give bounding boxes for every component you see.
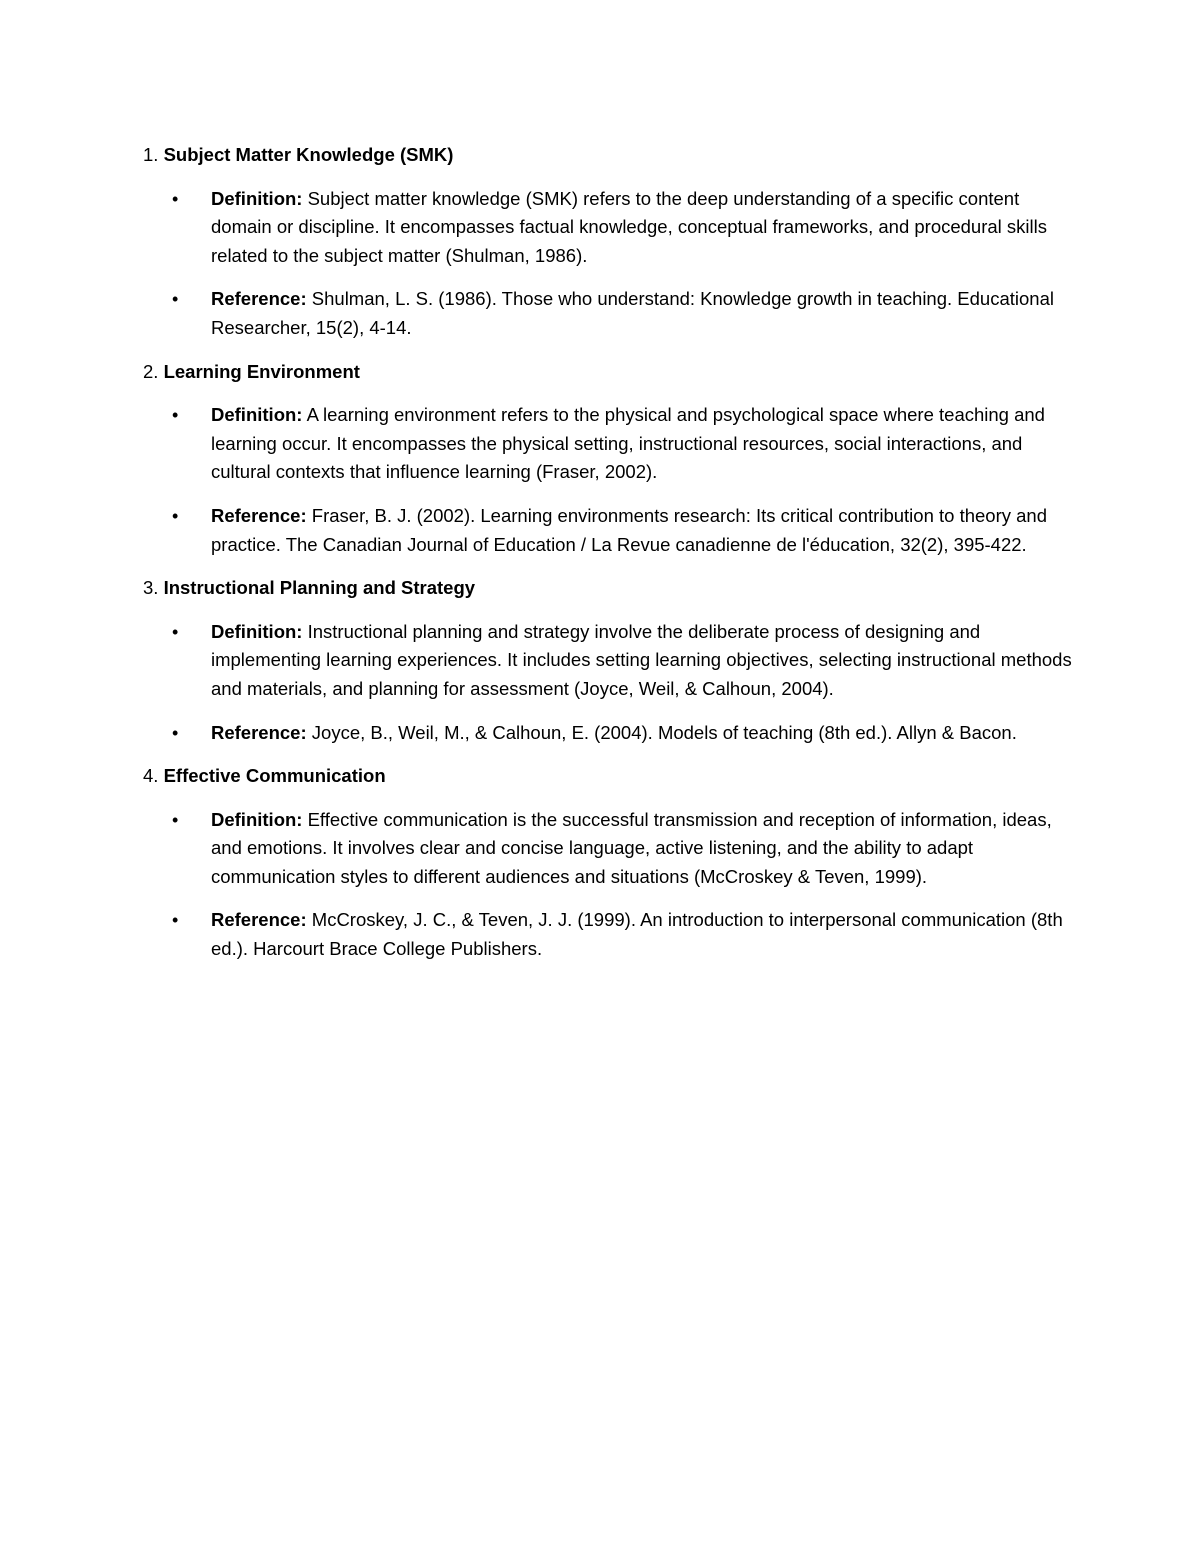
- document-body: [143, 141, 1073, 979]
- definition-item: [143, 806, 1073, 892]
- bullet-icon: •: [172, 621, 179, 642]
- reference-label: Reference:: [211, 288, 307, 310]
- bullet-icon: •: [172, 188, 179, 209]
- definition-label: Definition:: [211, 620, 303, 642]
- definition-text: A learning environment refers to the physical and psychological space where teaching and learning occur. It encompasses the physical setting, instructional resources, social interactions, and cultural contexts that influence learning (Fraser, 2002).: [211, 404, 1045, 483]
- reference-text: Shulman, L. S. (1986). Those who understand: Knowledge growth in teaching. Educational Researcher, 15(2), 4-14.: [211, 288, 1054, 338]
- section-title: Effective Communication: [163, 765, 386, 787]
- section-title: Instructional Planning and Strategy: [163, 577, 476, 599]
- section-effective-communication: [143, 762, 1073, 964]
- reference-text: McCroskey, J. C., & Teven, J. J. (1999). An introduction to interpersonal communication (8th ed.). Harcourt Brace College Publishers.: [211, 909, 1063, 960]
- bullet-list: [143, 806, 1073, 964]
- bullet-list: [143, 401, 1073, 559]
- bullet-icon: •: [172, 910, 179, 931]
- reference-item: [143, 502, 1073, 559]
- definition-label: Definition:: [211, 808, 303, 830]
- reference-item: [143, 719, 1073, 748]
- section-title: Subject Matter Knowledge (SMK): [163, 144, 454, 165]
- definition-text: Subject matter knowledge (SMK) refers to the deep understanding of a specific content domain or discipline. It encompasses factual knowledge, conceptual frameworks, and procedural skills related to the subject matter (Shulman, 1986).: [211, 187, 1048, 266]
- section-heading: [143, 358, 1073, 387]
- definition-item: [143, 401, 1073, 487]
- reference-label: Reference:: [211, 721, 307, 743]
- section-heading: [143, 141, 1073, 170]
- section-number: 1.: [143, 144, 159, 165]
- bullet-icon: •: [172, 722, 179, 743]
- section-instructional-planning: [143, 574, 1073, 747]
- definition-item: [143, 618, 1073, 704]
- bullet-icon: •: [172, 289, 179, 310]
- bullet-icon: •: [172, 505, 179, 526]
- bullet-list: [143, 185, 1073, 343]
- bullet-icon: •: [172, 405, 179, 426]
- reference-text: Joyce, B., Weil, M., & Calhoun, E. (2004). Models of teaching (8th ed.). Allyn & Bacon.: [311, 721, 1017, 743]
- section-number: 4.: [143, 765, 159, 787]
- section-heading: [143, 762, 1073, 791]
- section-number: 2.: [143, 360, 159, 382]
- definition-text: Effective communication is the successful transmission and reception of information, ideas, and emotions. It involves clear and concise language, active listening, and the ability to adapt communication styles to different audiences and situations (McCroskey & Teven, 1999).: [211, 808, 1052, 887]
- reference-label: Reference:: [211, 504, 307, 526]
- reference-item: [143, 906, 1073, 963]
- section-number: 3.: [143, 577, 159, 599]
- reference-item: [143, 285, 1073, 342]
- reference-text: Fraser, B. J. (2002). Learning environments research: Its critical contribution to theory and practice. The Canadian Journal of Education / La Revue canadienne de l'éducation, 32(2), 395-422.: [211, 504, 1047, 555]
- section-subject-matter-knowledge: [143, 141, 1073, 343]
- section-heading: [143, 574, 1073, 603]
- definition-label: Definition:: [211, 187, 303, 209]
- bullet-icon: •: [172, 809, 179, 830]
- bullet-list: [143, 618, 1073, 747]
- reference-label: Reference:: [211, 909, 307, 931]
- definition-item: [143, 185, 1073, 271]
- definition-text: Instructional planning and strategy involve the deliberate process of designing and implementing learning experiences. It includes setting learning objectives, selecting instructional methods and materials, and planning for assessment (Joyce, Weil, & Calhoun, 2004).: [211, 620, 1072, 699]
- section-learning-environment: [143, 358, 1073, 560]
- section-title: Learning Environment: [163, 360, 360, 382]
- definition-label: Definition:: [211, 404, 303, 426]
